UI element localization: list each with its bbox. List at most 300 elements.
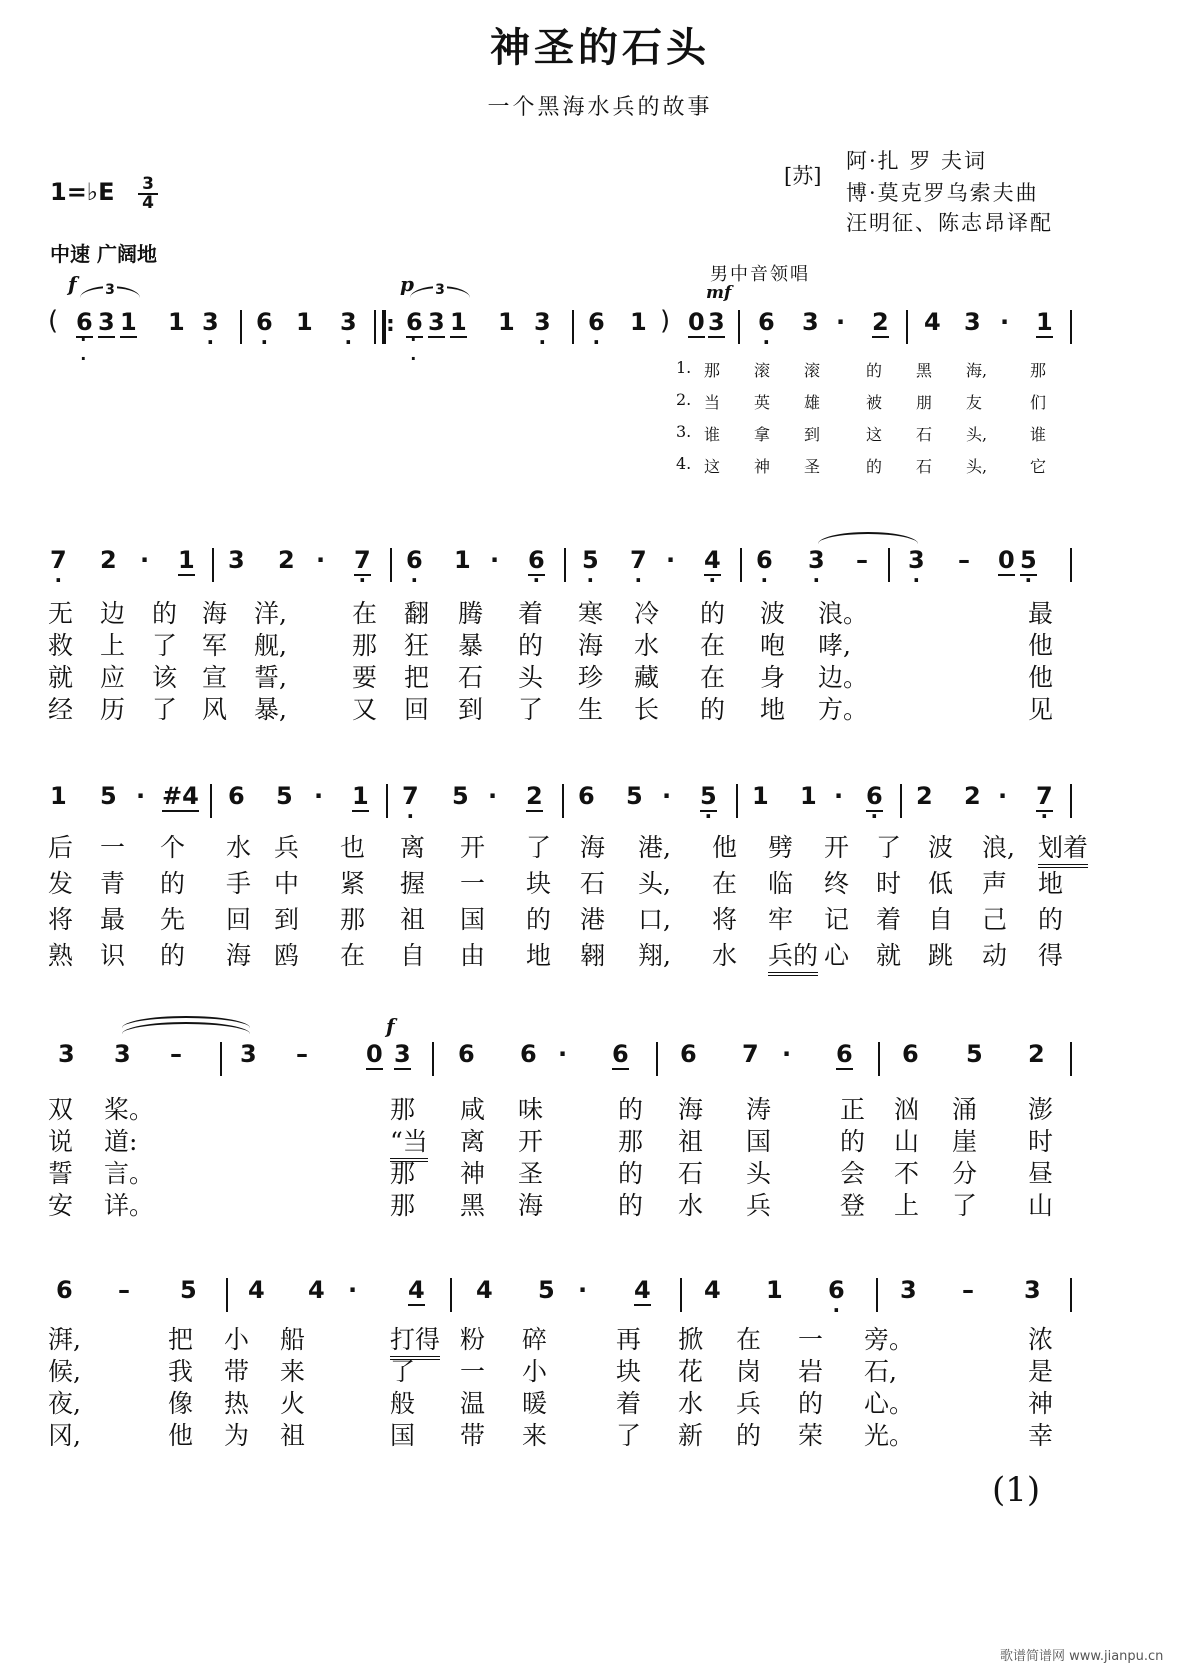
lyric-char: 浪。 bbox=[818, 599, 869, 628]
lyric-char: 带 bbox=[460, 1421, 486, 1450]
lyric-char: 他 bbox=[712, 833, 738, 862]
lyric-line bbox=[48, 900, 1108, 936]
lyric-char: 英 bbox=[754, 393, 771, 412]
note: 3 bbox=[428, 308, 445, 336]
barline bbox=[740, 548, 742, 582]
lyric-char: 自 bbox=[928, 905, 954, 934]
note: 4 bbox=[248, 1276, 265, 1304]
lyric-char: 块 bbox=[526, 869, 552, 898]
note: – bbox=[170, 1040, 182, 1068]
lyric-line bbox=[48, 658, 1078, 690]
lyric-char: 开 bbox=[824, 833, 850, 862]
lyric-char: 神 bbox=[754, 457, 771, 476]
barline bbox=[876, 1278, 878, 1312]
triplet-number: 3 bbox=[105, 282, 115, 298]
note: 3 bbox=[802, 308, 819, 336]
lyric-char: 那 bbox=[1030, 361, 1047, 380]
lyric-char: 的 bbox=[618, 1159, 644, 1188]
note: 1 bbox=[454, 546, 471, 574]
note: 3 bbox=[900, 1276, 917, 1304]
lyric-char: 把 bbox=[168, 1325, 194, 1354]
dynamic-forte: f bbox=[68, 272, 77, 296]
lyric-char: 了 bbox=[152, 695, 178, 724]
note: · bbox=[998, 782, 1008, 810]
lyric-char: 的 bbox=[700, 695, 726, 724]
lyric-char: 那 bbox=[390, 1159, 416, 1188]
note: 1 bbox=[766, 1276, 783, 1304]
note: 3 bbox=[240, 1040, 257, 1068]
barline bbox=[220, 1042, 222, 1076]
note: 3 bbox=[1024, 1276, 1041, 1304]
song-subtitle: 一个黑海水兵的故事 bbox=[487, 95, 713, 120]
note: 6 · bbox=[756, 546, 773, 574]
time-bottom: 4 bbox=[142, 193, 154, 213]
lyric-char: 海 bbox=[226, 941, 252, 970]
lyric-char: 后 bbox=[48, 833, 74, 862]
verse-number: 1. bbox=[676, 358, 692, 377]
time-top: 3 bbox=[138, 176, 158, 195]
note: 3 · bbox=[202, 308, 219, 336]
note: 3 · bbox=[808, 546, 825, 574]
lyric-char: 水 bbox=[678, 1389, 704, 1418]
lyric-char: 咆 bbox=[760, 631, 786, 660]
lyric-char: 山 bbox=[894, 1127, 920, 1156]
lyric-char: 劈 bbox=[768, 833, 794, 862]
lyric-char: 鸥 bbox=[274, 941, 300, 970]
lyric-char: 滚 bbox=[804, 361, 821, 380]
lyric-char: 头, bbox=[966, 425, 988, 444]
lyric-char: 到 bbox=[458, 695, 484, 724]
lyric-char: 温 bbox=[460, 1389, 486, 1418]
lyric-char: 动 bbox=[982, 941, 1008, 970]
note: 6 bbox=[612, 1040, 629, 1068]
lyric-char: 那 bbox=[704, 361, 721, 380]
lyric-char: 海 bbox=[202, 599, 228, 628]
note: · bbox=[140, 546, 150, 574]
lyric-char: 我 bbox=[168, 1357, 194, 1386]
lyric-char: 发 bbox=[48, 869, 74, 898]
lyric-char: 救 bbox=[48, 631, 74, 660]
lyric-char: 最 bbox=[100, 905, 126, 934]
lyric-char: 边 bbox=[100, 599, 126, 628]
lyric-char: 一 bbox=[460, 869, 486, 898]
note: 1 bbox=[352, 782, 369, 810]
lyric-char: 就 bbox=[48, 663, 74, 692]
lyric-char: 分 bbox=[952, 1159, 978, 1188]
note: 1 bbox=[800, 782, 817, 810]
barline bbox=[1070, 310, 1072, 344]
note: 6 · bbox=[866, 782, 883, 812]
lyric-line bbox=[48, 690, 1078, 722]
lyric-char: 牢 bbox=[768, 905, 794, 934]
lyric-char: 昼 bbox=[1028, 1159, 1054, 1188]
lyric-char: 岩 bbox=[798, 1357, 824, 1386]
note: 5 bbox=[966, 1040, 983, 1068]
lyric-char: 熟 bbox=[48, 941, 74, 970]
performer-note: 男中音领唱 bbox=[710, 264, 810, 285]
note: 6 bbox=[458, 1040, 475, 1068]
lyric-char: 心 bbox=[824, 941, 850, 970]
lyric-char: 暖 bbox=[522, 1389, 548, 1418]
lyric-char: 誓, bbox=[254, 663, 287, 692]
lyric-char: 无 bbox=[48, 599, 74, 628]
lyric-char: 着 bbox=[616, 1389, 642, 1418]
lyric-char: “当 bbox=[390, 1122, 428, 1162]
note: 3 bbox=[394, 1040, 411, 1068]
barline bbox=[878, 1042, 880, 1076]
lyric-char: 被 bbox=[866, 393, 883, 412]
note: 5 bbox=[180, 1276, 197, 1304]
lyric-char: 桨。 bbox=[104, 1095, 155, 1124]
lyric-line bbox=[676, 390, 1096, 422]
note: · bbox=[136, 782, 146, 810]
lyric-char: 海 bbox=[518, 1191, 544, 1220]
note: 3 bbox=[58, 1040, 75, 1068]
lyric-char: 的 bbox=[160, 869, 186, 898]
lyric-char: 的 bbox=[526, 905, 552, 934]
note: · bbox=[558, 1040, 568, 1068]
lyric-char: 了 bbox=[152, 631, 178, 660]
lyric-char: 谁 bbox=[704, 425, 721, 444]
note: · bbox=[314, 782, 324, 810]
lyric-char: 历 bbox=[100, 695, 126, 724]
barline bbox=[738, 310, 740, 344]
lyric-char: 狂 bbox=[404, 631, 430, 660]
note: 5 bbox=[452, 782, 469, 810]
lyric-char: 他 bbox=[168, 1421, 194, 1450]
barline bbox=[390, 548, 392, 582]
composer-credit: 博·莫克罗乌索夫曲 bbox=[846, 181, 1039, 205]
lyric-char: 国 bbox=[390, 1421, 416, 1450]
lyric-char: 祖 bbox=[678, 1127, 704, 1156]
note: 5 bbox=[626, 782, 643, 810]
song-title: 神圣的石头 bbox=[490, 24, 710, 71]
lyric-char: 谁 bbox=[1030, 425, 1047, 444]
lyric-char: 己 bbox=[982, 905, 1008, 934]
lyric-char: 来 bbox=[522, 1421, 548, 1450]
barline bbox=[906, 310, 908, 344]
verse-number: 2. bbox=[676, 390, 692, 409]
lyric-line bbox=[48, 1416, 1078, 1448]
lyric-char: 记 bbox=[824, 905, 850, 934]
lyric-char: 登 bbox=[840, 1191, 866, 1220]
note: 6 · · bbox=[406, 308, 423, 338]
lyric-char: 双 bbox=[48, 1095, 74, 1124]
lyric-char: 澎 bbox=[1028, 1095, 1054, 1124]
note: 3 · bbox=[534, 308, 551, 336]
lyric-char: 头, bbox=[966, 457, 988, 476]
lyric-char: 划着 bbox=[1038, 828, 1088, 868]
lyric-char: 会 bbox=[840, 1159, 866, 1188]
lyric-char: 言。 bbox=[104, 1159, 155, 1188]
lyric-char: 咸 bbox=[460, 1095, 486, 1124]
lyric-char: 着 bbox=[876, 905, 902, 934]
lyric-char: 石 bbox=[580, 869, 606, 898]
lyric-char: 了 bbox=[876, 833, 902, 862]
barline bbox=[888, 548, 890, 582]
lyric-char: 生 bbox=[578, 695, 604, 724]
lyric-char: 安 bbox=[48, 1191, 74, 1220]
lyric-char: 在 bbox=[352, 599, 378, 628]
lyric-char: 暴 bbox=[458, 631, 484, 660]
barline bbox=[564, 548, 566, 582]
lyric-char: 头 bbox=[518, 663, 544, 692]
lyric-char: 青 bbox=[100, 869, 126, 898]
lyric-char: 这 bbox=[704, 457, 721, 476]
lyric-char: 回 bbox=[404, 695, 430, 724]
open-paren: ( bbox=[48, 306, 59, 336]
lyric-char: 它 bbox=[1030, 457, 1047, 476]
barline bbox=[736, 784, 738, 818]
lyric-char: 方。 bbox=[818, 695, 869, 724]
lyric-char: 浪, bbox=[982, 833, 1015, 862]
lyric-char: 友 bbox=[966, 393, 983, 412]
lyric-char: 翔, bbox=[638, 941, 671, 970]
lyric-char: 来 bbox=[280, 1357, 306, 1386]
lyric-char: 祖 bbox=[280, 1421, 306, 1450]
lyric-char: 的 bbox=[1038, 905, 1064, 934]
note: · bbox=[348, 1276, 358, 1304]
lyric-char: 船 bbox=[280, 1325, 306, 1354]
lyric-char: 临 bbox=[768, 869, 794, 898]
note: – bbox=[962, 1276, 974, 1304]
note: 5 bbox=[538, 1276, 555, 1304]
note: 1 bbox=[1036, 308, 1053, 336]
note: 3 bbox=[98, 308, 115, 336]
lyric-char: 长 bbox=[634, 695, 660, 724]
note: 1 bbox=[630, 308, 647, 336]
note: 3 · bbox=[340, 308, 357, 336]
lyric-char: 滚 bbox=[754, 361, 771, 380]
note: · bbox=[666, 546, 676, 574]
barline bbox=[212, 548, 214, 582]
lyric-char: 识 bbox=[100, 941, 126, 970]
note: 5 · bbox=[1020, 546, 1037, 576]
lyric-char: 在 bbox=[736, 1325, 762, 1354]
barline bbox=[572, 310, 574, 344]
note: – bbox=[958, 546, 970, 574]
lyric-char: 在 bbox=[340, 941, 366, 970]
lyric-char: 在 bbox=[700, 631, 726, 660]
lyric-char: 拿 bbox=[754, 425, 771, 444]
note: 5 · bbox=[582, 546, 599, 574]
note: 1 bbox=[178, 546, 195, 574]
barline bbox=[226, 1278, 228, 1312]
translator-credit: 汪明征、陈志昂译配 bbox=[846, 211, 1053, 235]
note: 6 bbox=[902, 1040, 919, 1068]
lyric-char: 的 bbox=[518, 631, 544, 660]
note: 6 bbox=[520, 1040, 537, 1068]
lyric-char: 水 bbox=[712, 941, 738, 970]
barline bbox=[1070, 548, 1072, 582]
lyric-char: 时 bbox=[876, 869, 902, 898]
lyric-char: 港 bbox=[580, 905, 606, 934]
lyric-char: 水 bbox=[226, 833, 252, 862]
lyric-char: 当 bbox=[704, 393, 721, 412]
note: 2 bbox=[872, 308, 889, 336]
lyric-char: 应 bbox=[100, 663, 126, 692]
lyric-line bbox=[48, 1122, 1078, 1154]
note: 6 · bbox=[528, 546, 545, 576]
lyric-char: 水 bbox=[678, 1191, 704, 1220]
tie-arc bbox=[818, 532, 918, 544]
lyric-line bbox=[48, 1090, 1078, 1122]
note: 0 bbox=[688, 308, 705, 336]
note: 2 bbox=[526, 782, 543, 810]
barline bbox=[450, 1278, 452, 1312]
lyric-char: 海 bbox=[578, 631, 604, 660]
notation-row-5 bbox=[40, 1276, 1170, 1320]
lyric-char: 兵 bbox=[746, 1191, 772, 1220]
lyric-char: 那 bbox=[390, 1191, 416, 1220]
note: 6 · bbox=[588, 308, 605, 336]
note: 6 · bbox=[828, 1276, 845, 1304]
lyric-char: 那 bbox=[390, 1095, 416, 1124]
note: 6 bbox=[578, 782, 595, 810]
lyric-char: 离 bbox=[460, 1127, 486, 1156]
lyric-char: 海, bbox=[966, 361, 988, 380]
note: 5 bbox=[100, 782, 117, 810]
lyric-char: 见 bbox=[1028, 695, 1054, 724]
note: 2 bbox=[916, 782, 933, 810]
lyric-char: 暴, bbox=[254, 695, 287, 724]
lyric-char: 朋 bbox=[916, 393, 933, 412]
lyric-char: 小 bbox=[224, 1325, 250, 1354]
repeat-start bbox=[374, 310, 386, 344]
lyric-char: 将 bbox=[712, 905, 738, 934]
notation-row-1 bbox=[40, 308, 1170, 352]
lyric-char: 洋, bbox=[254, 599, 287, 628]
note: 6 bbox=[836, 1040, 853, 1068]
lyric-char: 崖 bbox=[952, 1127, 978, 1156]
lyric-char: 花 bbox=[678, 1357, 704, 1386]
note: 1 bbox=[498, 308, 515, 336]
lyric-char: 旁。 bbox=[864, 1325, 915, 1354]
note: 1 bbox=[296, 308, 313, 336]
lyric-line bbox=[48, 594, 1078, 626]
barline bbox=[1070, 1042, 1072, 1076]
lyric-char: 也 bbox=[340, 833, 366, 862]
site-watermark: 歌谱简谱网 www.jianpu.cn bbox=[1000, 1649, 1164, 1664]
lyric-char: 打得 bbox=[390, 1320, 440, 1360]
lyric-char: 腾 bbox=[458, 599, 484, 628]
note: 1 bbox=[168, 308, 185, 336]
lyric-char: 的 bbox=[618, 1191, 644, 1220]
note: 0 bbox=[998, 546, 1015, 574]
lyric-char: 风 bbox=[202, 695, 228, 724]
note: 1 bbox=[50, 782, 67, 810]
lyric-char: 像 bbox=[168, 1389, 194, 1418]
lyric-char: 幸 bbox=[1028, 1421, 1054, 1450]
lyric-char: 到 bbox=[804, 425, 821, 444]
lyric-char: 把 bbox=[404, 663, 430, 692]
lyric-char: 身 bbox=[760, 663, 786, 692]
lyric-line bbox=[48, 936, 1108, 972]
lyric-char: 了 bbox=[518, 695, 544, 724]
lyric-char: 由 bbox=[460, 941, 486, 970]
lyric-char: 山 bbox=[1028, 1191, 1054, 1220]
page-number: (1) bbox=[992, 1470, 1041, 1510]
lyric-char: 为 bbox=[224, 1421, 250, 1450]
lyric-char: 声 bbox=[982, 869, 1008, 898]
lyric-char: 又 bbox=[352, 695, 378, 724]
lyricist-credit: 阿·扎 罗 夫词 bbox=[846, 149, 988, 173]
lyric-char: 要 bbox=[352, 663, 378, 692]
lyric-char: 兵 bbox=[274, 833, 300, 862]
lyric-char: 低 bbox=[928, 869, 954, 898]
lyric-char: 湃, bbox=[48, 1325, 81, 1354]
note: 6 · bbox=[256, 308, 273, 336]
lyric-char: 粉 bbox=[460, 1325, 486, 1354]
lyric-line bbox=[48, 1384, 1078, 1416]
lyric-char: 们 bbox=[1030, 393, 1047, 412]
lyric-char: 味 bbox=[518, 1095, 544, 1124]
lyric-char: 宣 bbox=[202, 663, 228, 692]
lyric-char: 海 bbox=[580, 833, 606, 862]
barline bbox=[656, 1042, 658, 1076]
dynamic-forte: f bbox=[386, 1014, 395, 1038]
lyric-char: 舰, bbox=[254, 631, 287, 660]
note: 6 bbox=[228, 782, 245, 810]
lyric-char: 一 bbox=[100, 833, 126, 862]
lyric-char: 正 bbox=[840, 1095, 866, 1124]
lyric-line bbox=[48, 626, 1078, 658]
lyric-char: 的 bbox=[798, 1389, 824, 1418]
lyric-char: 那 bbox=[352, 631, 378, 660]
lyric-char: 那 bbox=[340, 905, 366, 934]
lyric-line bbox=[676, 454, 1096, 486]
lyric-char: 离 bbox=[400, 833, 426, 862]
lyric-char: 的 bbox=[866, 361, 883, 380]
lyric-char: 浓 bbox=[1028, 1325, 1054, 1354]
note: 3 bbox=[708, 308, 725, 336]
lyric-char: 波 bbox=[928, 833, 954, 862]
lyric-char: 藏 bbox=[634, 663, 660, 692]
note: – bbox=[296, 1040, 308, 1068]
note: 4 · bbox=[704, 546, 721, 576]
note: 4 bbox=[408, 1276, 425, 1304]
lyric-char: 国 bbox=[746, 1127, 772, 1156]
lyric-char: 时 bbox=[1028, 1127, 1054, 1156]
lyric-char: 头 bbox=[746, 1159, 772, 1188]
note: 6 bbox=[680, 1040, 697, 1068]
note: 7 · bbox=[354, 546, 371, 576]
lyric-char: 翱 bbox=[580, 941, 606, 970]
lyric-char: 就 bbox=[876, 941, 902, 970]
lyric-char: 神 bbox=[460, 1159, 486, 1188]
lyric-char: 黑 bbox=[460, 1191, 486, 1220]
tempo-marking: 中速 广阔地 bbox=[50, 242, 157, 266]
close-paren: ) bbox=[660, 306, 671, 336]
lyric-line bbox=[48, 1352, 1078, 1384]
lyric-char: 上 bbox=[100, 631, 126, 660]
lyric-char: 了 bbox=[526, 833, 552, 862]
lyric-char: 冷 bbox=[634, 599, 660, 628]
note: 1 bbox=[752, 782, 769, 810]
lyric-char: 石 bbox=[678, 1159, 704, 1188]
lyric-char: 候, bbox=[48, 1357, 81, 1386]
lyric-char: 地 bbox=[526, 941, 552, 970]
lyric-char: 边。 bbox=[818, 663, 869, 692]
lyric-char: 冈, bbox=[48, 1421, 81, 1450]
lyric-char: 中 bbox=[274, 869, 300, 898]
note: 6 · bbox=[758, 308, 775, 336]
time-signature bbox=[138, 176, 158, 212]
verse-number: 4. bbox=[676, 454, 692, 473]
note: 4 bbox=[308, 1276, 325, 1304]
lyric-char: 的 bbox=[700, 599, 726, 628]
note: · bbox=[488, 782, 498, 810]
